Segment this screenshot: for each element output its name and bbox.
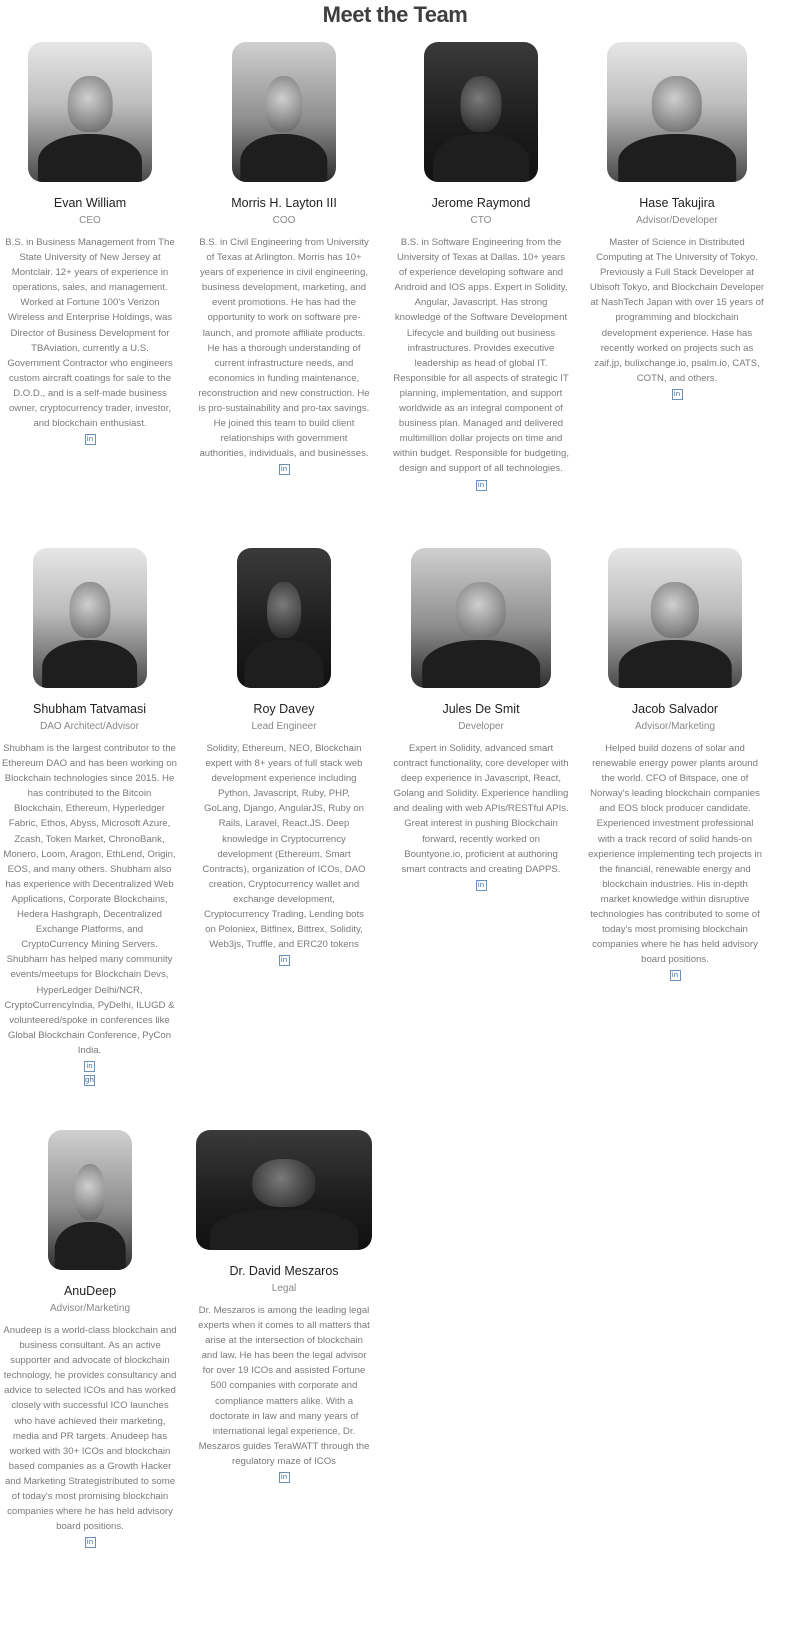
- member-bio: Expert in Solidity, advanced smart contract functionality, core developer with deep experience in Javascript, React, Golang and Solidity. Experience handling and dealing with web APIs/RESTful APIs. Great interest in pushing Blockchain forward, recently worked on Bountyone.io, proficient at authoring smart contracts and creating DAPPS.: [393, 743, 569, 875]
- member-role: CTO: [470, 215, 492, 226]
- member-name: Jerome Raymond: [431, 196, 531, 210]
- member-name: AnuDeep: [63, 1284, 117, 1298]
- linkedin-icon[interactable]: in: [279, 955, 290, 966]
- team-member-card: [196, 1130, 372, 1483]
- member-photo: [28, 42, 152, 182]
- member-bio: Helped build dozens of solar and renewable energy power plants around the world. CFO of Bitspace, one of Norway's leading blockchain companies and EOS block producer candidate. Experienced investment professional with a track record of solid hands-on experience implementing tech projects in the financial, renewable energy and blockchain industries. His in-depth market knowledge within disruptive technologies has contributed to some of today's most promising blockchain companies where he has held advisory board positions.: [588, 743, 762, 966]
- linkedin-icon[interactable]: in: [476, 480, 487, 491]
- member-name: Evan William: [53, 196, 127, 210]
- linkedin-icon[interactable]: in: [476, 880, 487, 891]
- member-name: Dr. David Meszaros: [229, 1264, 339, 1278]
- member-photo: [33, 548, 147, 688]
- member-photo: [608, 548, 742, 688]
- member-bio: Dr. Meszaros is among the leading legal experts when it comes to all matters that arise at the intersection of blockchain and law. He has been the legal advisor for over 19 ICOs and assisted Fortune 500 companies with corporate and compliance matters alike. With a doctorate in law and many years of international legal experience, Dr. Meszaros guides TeraWATT through the regulatory maze of ICOs: [198, 1305, 370, 1467]
- linkedin-icon[interactable]: in: [84, 1061, 95, 1072]
- section-title: Meet the Team: [322, 2, 468, 27]
- member-name: Shubham Tatvamasi: [32, 702, 147, 716]
- team-member-card: [589, 42, 765, 400]
- member-role: DAO Architect/Advisor: [40, 721, 139, 732]
- member-photo: [424, 42, 538, 182]
- member-role: COO: [272, 215, 296, 226]
- team-member-card: [5, 42, 175, 445]
- member-photo: [607, 42, 747, 182]
- member-role: Legal: [271, 1283, 297, 1294]
- member-bio: Master of Science in Distributed Computing at The University of Tokyo. Previously a Full Stack Developer at Ubisoft Tokyo, and Blockchain Developer at NashTech Japan with over 15 years of programming and blockchain development experience. Hase has recently worked on projects such as zaif.jp, bulixchange.io, psalm.io, CATS, COTN, and others.: [589, 237, 765, 384]
- github-icon[interactable]: gh: [85, 1075, 94, 1084]
- member-bio: B.S. in Civil Engineering from University of Texas at Arlington. Morris has 10+ years of experience in civil engineering, business development, marketing, and event promotions. He has had the opportunity to work on software pre-launch, and promote affiliate products. He has a thorough understanding of current infrastructure needs, and economics in funding maintenance, reconstruction and new construction. He is pro-sustainability and pro-tax savings. He joined this team to build client relationships with government authorities, individuals, and businesses.: [198, 237, 370, 460]
- member-role: Developer: [458, 721, 504, 732]
- linkedin-icon[interactable]: in: [672, 389, 683, 400]
- member-photo: [237, 548, 331, 688]
- team-member-card: [200, 548, 368, 966]
- member-photo: [232, 42, 336, 182]
- team-member-card: [393, 42, 569, 491]
- member-name: Jules De Smit: [442, 702, 520, 716]
- team-member-card: [2, 548, 177, 1086]
- member-photo: [196, 1130, 372, 1250]
- member-role: Advisor/Marketing: [634, 721, 716, 732]
- member-photo: [411, 548, 551, 688]
- linkedin-icon[interactable]: in: [85, 1537, 96, 1548]
- member-photo: [48, 1130, 132, 1270]
- member-bio: B.S. in Business Management from The State University of New Jersey at Montclair. 12+ years of experience in operations, sales, and management. Worked at Fortune 100's Verizon Wireless and Enterprise Holdings, was Director of Business Development for TBAviation, currently a U.S. Government Contractor who engineers custom aircraft coatings for sale to the D.O.D., and is a self-made business owner, cryptocurrency trader, investor, and blockchain enthusiast.: [5, 237, 175, 430]
- member-bio: Shubham is the largest contributor to the Ethereum DAO and has been working on Blockchain technologies since 2015. He has contributed to the Bitcoin Blockchain, Ethereum, Hyperledger Fabric, Ethos, Abyss, Microsoft Azure, Zcash, Token Market, ChronoBank, Monero, Loom, Aragon, EthLend, Origin, EOS, and many others. Shubham also has experience with Decentralized Web Applications, Corporate Blockchains, Hedera Hashgraph, Decentralized Exchange Platforms, and CryptoCurrency Mining Servers. Shubham has helped many community events/meetups for Blockchain Devs, HyperLedger Delhi/NCR, CryptoCurrencyIndia, PyDelhi, ILUGD & volunteered/spoke in conferences like Global Blockchain Conference, PyCon India.: [2, 743, 177, 1056]
- member-role: Advisor/Marketing: [49, 1303, 131, 1314]
- linkedin-icon[interactable]: in: [279, 464, 290, 475]
- member-role: Lead Engineer: [251, 721, 317, 732]
- member-name: Hase Takujira: [639, 196, 715, 210]
- team-member-card: [587, 548, 763, 981]
- member-name: Roy Davey: [253, 702, 315, 716]
- member-bio: Anudeep is a world-class blockchain and business consultant. As an active supporter and advocate of blockchain technology, he provides consultancy and advice to selected ICOs and has worked closely with successful ICO launches who have achieved their marketing, media and PR targets. Anudeep has worked with 30+ ICOs and blockchain based companies as a Growth Hacker and Marketing Strategistributed to some of today's most promising blockchain companies where he has held advisory board positions.: [3, 1325, 177, 1533]
- linkedin-icon[interactable]: in: [85, 434, 96, 445]
- team-member-card: [3, 1130, 177, 1548]
- linkedin-icon[interactable]: in: [279, 1472, 290, 1483]
- member-bio: Solidity, Ethereum, NEO, Blockchain expert with 8+ years of full stack web development experience including Python, Javascript, Ruby, PHP, GoLang, Django, AngularJS, Ruby on Rails, Laravel, React.JS. Deep knowledge in Cryptocurrency development (Ethereum, Smart Contracts), organization of ICOs, DAO creation, Cryptocurrency wallet and exchange development, Cryptocurrency Trading, Lending bots on Poloniex, Bitfinex, Bittrex, Solidity, Web3js, Truffle, and ERC20 tokens: [202, 743, 366, 951]
- team-member-card: [393, 548, 569, 891]
- linkedin-icon[interactable]: in: [670, 970, 681, 981]
- member-bio: B.S. in Software Engineering from the University of Texas at Dallas. 10+ years of experience developing software and Android and IOS apps. Expert in Solidity, Angular, Javascript. Has strong knowledge of the Software Development Lifecycle and building out business infrastructures. Provides executive leadership as head of global IT. Responsible for all aspects of strategic IT planning, implementation, and support worldwide as an integral component of business plan. Managed and delivered multimillion dollar projects on time and within budget. Responsible for budgeting, design and support of all technologies.: [393, 237, 570, 475]
- member-name: Jacob Salvador: [631, 702, 719, 716]
- team-member-card: [196, 42, 372, 475]
- member-role: Advisor/Developer: [636, 215, 718, 226]
- member-name: Morris H. Layton III: [231, 196, 337, 210]
- member-role: CEO: [79, 215, 101, 226]
